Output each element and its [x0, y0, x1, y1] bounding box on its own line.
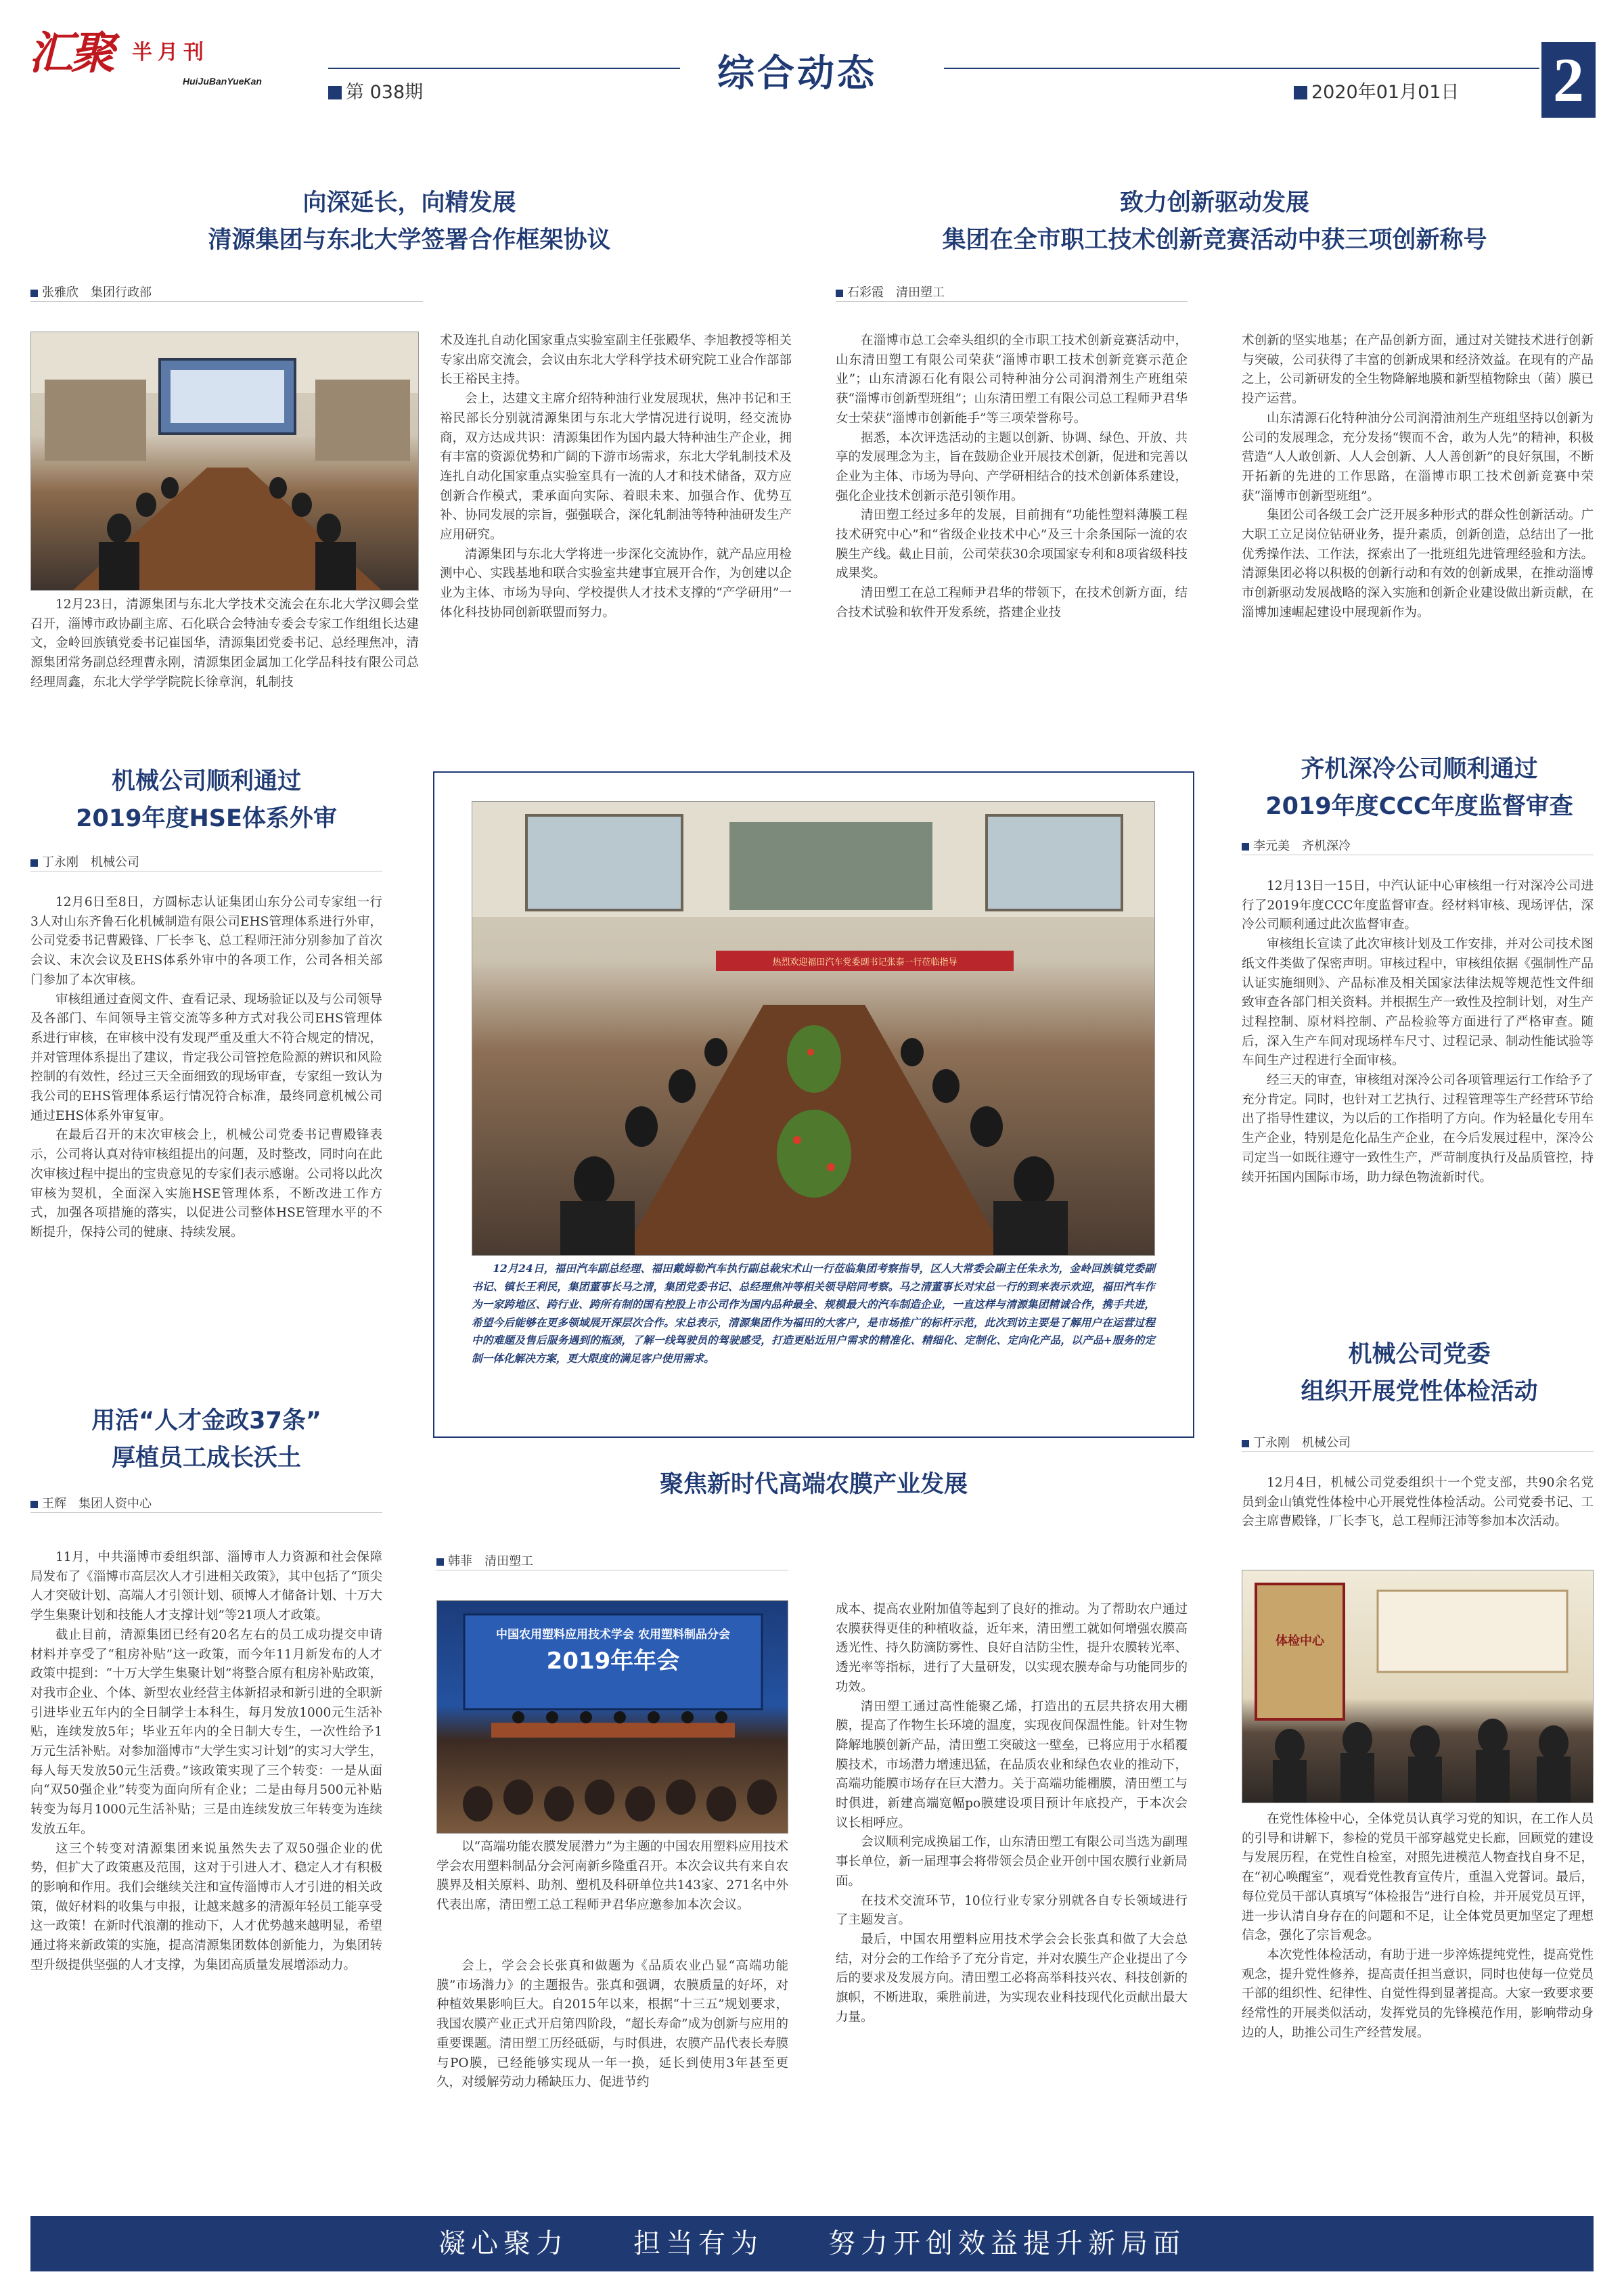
- masthead-name: 汇聚: [28, 26, 112, 79]
- issue-date-text: 2020年01月01日: [1311, 82, 1460, 103]
- article3-paragraph: 12月6日至8日，方圆标志认证集团山东分公司专家组一行3人对山东齐鲁石化机械制造有限公司EHS管理体系进行外审，公司党委书记曹殿锋、厂长李飞、总工程师汪沛分别参加了首次会议、末次会议及EHS体系外审中的各项工作，公司各相关部门参加了本次审核。: [30, 895, 382, 987]
- article3-paragraph: 审核组通过查阅文件、查看记录、现场验证以及与公司领导及各部门、车间领导主管交流等多种方式对我公司EHS管理体系进行审核，在审核中没有发现严重及重大不符合规定的情况，并对管理体系提出了建议，肯定我公司管控危险源的辨识和风险控制的有效性，经过三天全面细致的现场审查，专家组一致认为我公司的EHS管理体系运行情况符合标准，最终同意机械公司通过EHS体系外审复审。: [30, 992, 382, 1123]
- article6-byline-text: 李元美 齐机深冷: [1253, 839, 1351, 853]
- article5-paragraph: 成本、提高农业附加值等起到了良好的推动。为了帮助农户通过农膜获得更佳的种植收益，近年来，清田塑工就如何增强农膜高透光性、持久防滴防雾性、良好自洁防尘性，提升农膜转光率、透光率等指标，进行了大量研发，以实现农膜寿命与功能同步的功效。: [836, 1602, 1188, 1694]
- article4-headline-line1: 用活“人才金政37条”: [91, 1407, 321, 1434]
- article5-photo-banner-line1: 中国农用塑料应用技术学会 农用塑料制品分会: [496, 1628, 730, 1641]
- article1-headline-line2: 清源集团与东北大学签署合作框架协议: [208, 227, 611, 254]
- article3-byline: [30, 854, 382, 871]
- article4-headline-line2: 厚植员工成长沃土: [111, 1445, 301, 1472]
- footer-slogan-bar: [30, 2216, 1594, 2271]
- article5-photo: [436, 1600, 788, 1834]
- article4-paragraph: 这三个转变对清源集团来说虽然失去了双50强企业的优势，但扩大了政策惠及范围，这对于引进人才、稳定人才有积极的影响和作用。我们会继续关注和宣传淄博市人才引进的相关政策，做好材料的收集与申报，让越来越多的清源年轻员工能享受这一政策！在新时代浪潮的推动下，人才优势越来越明显，希望通过将来新政策的实施，提高清源集团数体创新能力，为集团转型升级提供坚强的人才支撑，为集团高质量发展增添动力。: [30, 1841, 382, 1972]
- article4-paragraph: 截止目前，清源集团已经有20名左右的员工成功提交申请材料并享受了“租房补贴”这一政策，而今年11月新发布的人才政策中提到：“十万大学生集聚计划”将整合原有租房补贴政策，对我市企业、个体、新型农业经营主体新招录和新引进的全职新引进毕业五年内的全日制学士本科生，每月发放1000元生活补贴，连续发放5年；毕业五年内的全日制大专生，一次性给予1万元生活补贴。对参加淄博市“大学生实习计划”的实习大学生，每人每天发放50元生活费。”该政策实现了三个转变：一是从面向“双50强企业”转变为面向所有企业；二是由每月500元补贴转变为每月1000元生活补贴；三是由连续发放三年转变为连续发放五年。: [30, 1627, 382, 1836]
- article6-paragraph: 12月13日一15日，中汽认证中心审核组一行对深冷公司进行了2019年度CCC年度监督审查。经材料审核、现场评估，深冷公司顺利通过此次监督审查。: [1242, 879, 1594, 932]
- masthead-rule-left: [328, 68, 680, 69]
- article1-body: [440, 332, 792, 623]
- article7-intro: [1242, 1474, 1594, 1532]
- issue-number-text: 第 038期: [346, 82, 424, 103]
- article7-headline-line2: 组织开展党性体检活动: [1301, 1378, 1538, 1405]
- article6-paragraph: 经三天的审查，审核组对深冷公司各项管理运行工作给予了充分肯定。同时，也针对工艺执行、过程管理等生产经营环节给出了指导性建议，为以后的工作指明了方向。作为轻量化专用车生产企业，特别是危化品生产企业，在今后发展过程中，深冷公司定当一如既往遵守一致性生产，严苛制度执行及品质管控，持续开拓国内国际市场，助力绿色物流新时代。: [1242, 1073, 1594, 1185]
- article7-byline-text: 丁永刚 机械公司: [1253, 1436, 1351, 1450]
- article2-paragraph: 清田塑工经过多年的发展，目前拥有“功能性塑料薄膜工程技术研究中心”和“省级企业技术中心”及三十余条国际一流的农膜生产线。截止目前，公司荣获30余项国家专利和8项省级科技成果奖。: [836, 508, 1188, 581]
- article1-byline: [30, 284, 423, 302]
- article5-byline-text: 韩菲 清田塑工: [448, 1554, 533, 1568]
- article7-headline: [1242, 1336, 1597, 1411]
- article5-paragraph: 在技术交流环节，10位行业专家分别就各自专长领域进行了主题发言。: [836, 1893, 1188, 1928]
- article7-paragraph: 在党性体检中心，全体党员认真学习党的知识，在工作人员的引导和讲解下，参检的党员干部穿越党史长廊，回顾党的建设与发展历程，在党性自检室，对照先进模范人物查找自身不足，在“初心唤醒室”，观看党性教育宣传片，重温入党誓词。最后，每位党员干部认真填写“体检报告”进行自检，并开展党员互评，进一步认清自身存在的问题和不足，让全体党员更加坚定了理想信念，强化了宗旨观念。: [1242, 1812, 1594, 1943]
- article6-headline-line1: 齐机深冷公司顺利通过: [1301, 756, 1538, 783]
- article2-byline: [836, 284, 1188, 302]
- article7-byline: [1242, 1434, 1594, 1452]
- article1-byline-text: 张雅欣 集团行政部: [42, 286, 152, 300]
- article5-paragraph: 会议顺利完成换届工作，山东清田塑工有限公司当选为副理事长单位，新一届理事会将带领会员企业开创中国农膜行业新局面。: [836, 1835, 1188, 1888]
- article6-headline: [1242, 751, 1597, 825]
- article2-paragraph: 集团公司各级工会广泛开展多种形式的群众性创新活动。广大职工立足岗位钻研业务，提升素质，创新创造，总结出了一批优秀操作法、工作法，探索出了一批班组先进管理经验和方法。清源集团必将以积极的创新行动和有效的创新成果，在推动淄博市创新驱动发展战略的深入实施和创新企业建设做出新贡献，在淄博加速崛起建设中展现新作为。: [1242, 508, 1594, 620]
- feature-caption: 12月24日，福田汽车副总经理、福田戴姆勒汽车执行副总裁宋术山一行莅临集团考察指导，区人大常委会副主任朱永为，金岭回族镇党委副书记、镇长王利民，集团董事长马之清，集团党委书记、总经理焦冲等相关领导陪同考察。马之清董事长对宋总一行的到来表示欢迎，福田汽车作为一家跨地区、跨行业、跨所有制的国有控股上市公司作为国内品种最全、规模最大的汽车制造企业，一直这样与清源集团精诚合作，携手共进，希望今后能够在更多领域展开深层次合作。宋总表示，清源集团作为福田的大客户，是市场推广的标杆示范，此次到访主要是了解用户在运营过程中的难题及售后服务遇到的瓶颈，了解一线驾驶员的驾驶感受，打造更贴近用户需求的精准化、精细化、定制化、定向化产品，以产品+服务的定制一体化解决方案，更大限度的满足客户使用需求。: [472, 1262, 1155, 1365]
- article2-paragraph: 术创新的坚实地基；在产品创新方面，通过对关键技术进行创新与突破，公司获得了丰富的创新成果和经济效益。在现有的产品之上，公司新研发的全生物降解地膜和新型植物除虫（菌）膜已投产运营。: [1242, 334, 1594, 407]
- masthead-english: HuiJuBanYueKan: [183, 76, 262, 87]
- article1-paragraph: 会上，达建文主席介绍特种油行业发展现状，焦冲书记和王裕民部长分别就清源集团与东北大学情况进行说明，经交流协商，双方达成共识：清源集团作为国内最大特种油生产企业，拥有丰富的资源优势和广阔的下游市场需求，东北大学轧制技术及连扎自动化国家重点实验室具有一流的人才和技术储备，双方应创新合作模式，秉承面向实际、着眼未来、加强合作、优势互补、协同发展的宗旨，强强联合，深化轧制油等特种油研发生产应用研究。: [440, 392, 792, 543]
- article2-headline-line2: 集团在全市职工技术创新竞赛活动中获三项创新称号: [942, 227, 1487, 254]
- article1-headline-line1: 向深延长，向精发展: [302, 189, 516, 217]
- article2-paragraph: 据悉，本次评选活动的主题以创新、协调、绿色、开放、共享的发展理念为主，旨在鼓励企业开展技术创新，促进和完善以企业为主体、市场为导向、产学研相结合的技术创新体系建设，强化企业技术创新示范引领作用。: [836, 430, 1188, 503]
- article4-byline: [30, 1495, 382, 1513]
- issue-date: [1294, 81, 1459, 104]
- article7-photo-sign: 体检中心: [1276, 1634, 1324, 1648]
- feature-photo: [472, 801, 1155, 1256]
- article1-photo-caption: 12月23日，清源集团与东北大学技术交流会在东北大学汉卿会堂召开，淄博市政协副主席、石化联合会特油专委会专家工作组组长达建文，金岭回族镇党委书记崔国华，清源集团党委书记、总经理焦冲，清源集团常务副总经理曹永刚，清源集团金属加工化学品科技有限公司总经理周鑫，东北大学学学院院长徐章润，轧制技: [30, 597, 419, 689]
- article4-paragraph: 11月，中共淄博市委组织部、淄博市人力资源和社会保障局发布了《淄博市高层次人才引进相关政策》，其中包括了“顶尖人才突破计划、高端人才引领计划、硕博人才储备计划、十万大学生集聚计划和技能人才支撑计划”等21项人才政策。: [30, 1550, 382, 1623]
- conference-room-illustration: [31, 332, 419, 591]
- article4-headline: [30, 1403, 382, 1477]
- article2-headline: [832, 185, 1597, 259]
- article1-paragraph: 清源集团与东北大学将进一步深化交流协作，就产品应用检测中心、实践基地和联合实验室共建事宜展开合作，为创建以企业为主体、市场为导向、学校提供人才技术支撑的“产学研用”一体化科技协同创新联盟而努力。: [440, 547, 792, 620]
- article5-body-right: [836, 1600, 1188, 2027]
- article5-photo-banner-line2: 2019年年会: [546, 1648, 680, 1675]
- article4-byline-text: 王辉 集团人资中心: [42, 1497, 152, 1511]
- article7-body: [1242, 1810, 1594, 2043]
- masthead-rule-right: [944, 68, 1539, 69]
- article7-intro-paragraph: 12月4日，机械公司党委组织十一个党支部，共90余名党员到金山镇党性体检中心开展党性体检活动。公司党委书记、工会主席曹殿锋，厂长李飞，总工程师汪沛等参加本次活动。: [1242, 1476, 1594, 1529]
- article7-paragraph: 本次党性体检活动，有助于进一步淬炼提纯党性，提高党性观念，提升党性修养，提高责任担当意识，同时也使每一位党员干部的组织性、纪律性、自觉性得到显著提高。大家一致要求要经常性的开展类似活动，发挥党员的先锋模范作用，影响带动身边的人，助推公司生产经营发展。: [1242, 1947, 1594, 2040]
- feature-banner-text: 热烈欢迎福田汽车党委副书记张泰一行莅临指导: [772, 957, 957, 968]
- article4-body: [30, 1548, 382, 1975]
- article1-photo: [30, 332, 419, 591]
- article5-paragraph: 会上，学会会长张真和做题为《品质农业凸显“高端功能膜”市场潜力》的主题报告。张真和强调，农膜质量的好坏，对种植效果影响巨大。自2015年以来，根据“十三五”规划要求，我国农膜产业正式开启第四阶段，“超长寿命”成为创新与应用的重要课题。清田塑工历经砥砺，与时俱进，农膜产品代表长寿膜与PO膜，已经能够实现从一年一换，延长到使用3年甚至更久，对缓解劳动力稀缺压力、促进节约: [436, 1959, 788, 2090]
- exhibition-hall-illustration: [1242, 1570, 1594, 1803]
- article3-headline-line2: 2019年度HSE体系外审: [76, 805, 337, 832]
- article6-body: [1242, 877, 1594, 1187]
- article5-body-left: [436, 1957, 788, 2093]
- article3-byline-text: 丁永刚 机械公司: [42, 855, 139, 869]
- article2-paragraph: 清田塑工在总工程师尹君华的带领下，在技术创新方面，结合技术试验和软件开发系统，搭建企业技: [836, 586, 1188, 620]
- page-number: 2: [1541, 42, 1596, 118]
- article7-photo: [1242, 1570, 1594, 1803]
- article6-byline: [1242, 838, 1594, 855]
- masthead: [0, 0, 1624, 125]
- article2-paragraph: 在淄博市总工会牵头组织的全市职工技术创新竞赛活动中，山东清田塑工有限公司荣获“淄博市职工技术创新竞赛示范企业”；山东清源石化有限公司特种油分公司润滑剂生产班组荣获“淄博市创新型班组”；山东清田塑工有限公司总工程师尹君华女士荣获“淄博市创新能手”等三项荣誉称号。: [836, 334, 1188, 426]
- article5-paragraph: 最后，中国农用塑料应用技术学会会长张真和做了大会总结，对分会的工作给予了充分肯定，并对农膜生产企业提出了今后的要求及发展方向。清田塑工必将高举科技兴农、科技创新的旗帜，不断进取，乘胜前进，为实现农业科技现代化贡献出最大力量。: [836, 1932, 1188, 2024]
- meeting-room-illustration: [472, 802, 1155, 1256]
- article7-headline-line1: 机械公司党委: [1348, 1341, 1491, 1368]
- feature-box: [433, 771, 1194, 1438]
- article5-photo-caption: 以“高端功能农膜发展潜力”为主题的中国农用塑料应用技术学会农用塑料制品分会河南新乡隆重召开。本次会议共有来自农膜界及相关原料、助剂、塑机及科研单位共143家、271名中外代表出席，清田塑工总工程师尹君华应邀参加本次会议。: [436, 1840, 788, 1913]
- article2-body-left: [836, 332, 1188, 623]
- conference-stage-illustration: [437, 1601, 788, 1834]
- article3-headline-line1: 机械公司顺利通过: [111, 768, 301, 795]
- article2-paragraph: 山东清源石化特种油分公司润滑油剂生产班组坚持以创新为公司的发展理念，充分发扬“锲而不舍，敢为人先”的精神，积极营造“人人敢创新、人人会创新、人人善创新”的良好氛围，不断开拓新的先进的工作思路，在淄博市职工技术创新竞赛中荣获“淄博市创新型班组”。: [1242, 411, 1594, 503]
- article3-body: [30, 893, 382, 1243]
- article5-paragraph: 清田塑工通过高性能聚乙烯，打造出的五层共挤农用大棚膜，提高了作物生长环境的温度，实现夜间保温性能。针对生物降解地膜创新产品，清田塑工突破这一壁垒，已将应用于水稻覆膜技术，市场潜力增速迅猛，在品质农业和绿色农业的推动下，高端功能膜市场存在巨大潜力。关于高端功能棚膜，清田塑工与时俱进，新建高端宽幅po膜建设项目预计年底投产，于本次会议长相呼应。: [836, 1699, 1188, 1830]
- article3-headline: [30, 763, 382, 838]
- issue-number: [328, 81, 423, 104]
- article1-headline: [27, 185, 792, 259]
- masthead-subtitle: 半月刊: [132, 41, 209, 64]
- article6-headline-line2: 2019年度CCC年度监督审查: [1265, 793, 1573, 820]
- article6-paragraph: 审核组长宣读了此次审核计划及工作安排，并对公司技术图纸文件类做了保密声明。审核过程中，审核组依据《强制性产品认证实施细则》、产品标准及相关国家法律法规等规范性文件细致审查各部门相关资料。并根据生产一致性及控制计划，对生产过程控制、原材料控制、产品检验等方面进行了严格审查。随后，深入生产车间对现场样车尺寸、过程记录、制动性能试验等车间生产过程进行全面审核。: [1242, 937, 1594, 1068]
- footer-slogan: 凝心聚力 担当有为 努力开创效益提升新局面: [438, 2228, 1186, 2259]
- section-title: 综合动态: [717, 51, 878, 95]
- article5-byline: [436, 1553, 788, 1570]
- article5-headline: 聚焦新时代高端农膜产业发展: [659, 1471, 968, 1498]
- article1-paragraph: 术及连扎自动化国家重点实验室副主任张殿华、李旭教授等相关专家出席交流会，会议由东北大学科学技术研究院工业合作部部长王裕民主持。: [440, 334, 792, 387]
- article3-paragraph: 在最后召开的末次审核会上，机械公司党委书记曹殿锋表示，公司将认真对待审核组提出的问题，及时整改，同时向在此次审核过程中提出的宝贵意见的专家们表示感谢。公司将以此次审核为契机，全面深入实施HSE管理体系，不断改进工作方式，加强各项措施的落实，以促进公司整体HSE管理水平的不断提升，保持公司的健康、持续发展。: [30, 1128, 382, 1240]
- article2-headline-line1: 致力创新驱动发展: [1119, 189, 1309, 217]
- article2-body-right: [1242, 332, 1594, 623]
- article2-byline-text: 石彩霞 清田塑工: [847, 286, 945, 300]
